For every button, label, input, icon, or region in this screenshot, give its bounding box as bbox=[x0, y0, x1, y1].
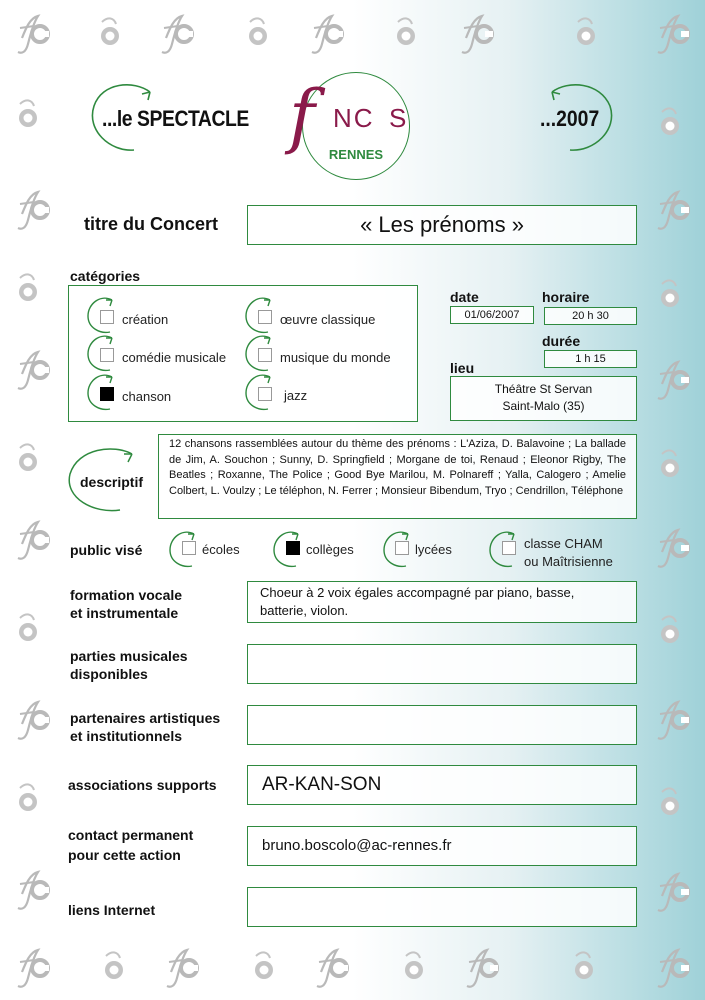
public-label: public visé bbox=[70, 542, 143, 558]
contact-label-line1: contact permanent bbox=[68, 827, 194, 843]
logo-city: RENNES bbox=[328, 147, 384, 162]
public-ecoles-label: écoles bbox=[202, 542, 240, 557]
category-comedie-label: comédie musicale bbox=[122, 350, 227, 365]
formation-label-line2: et instrumentale bbox=[70, 605, 179, 621]
spectacle-label: ...le SPECTACLE bbox=[102, 106, 249, 131]
checkbox-icon[interactable] bbox=[395, 541, 409, 555]
lieu-field[interactable] bbox=[450, 376, 637, 421]
liens-label: liens Internet bbox=[68, 902, 156, 918]
contact-label-line2: pour cette action bbox=[68, 847, 181, 863]
date-label: date bbox=[450, 289, 479, 305]
category-monde-label: musique du monde bbox=[280, 350, 391, 365]
checkbox-icon[interactable] bbox=[502, 541, 516, 555]
liens-field[interactable] bbox=[247, 887, 637, 927]
public-colleges-label: collèges bbox=[306, 542, 354, 557]
public-lycees-label: lycées bbox=[415, 542, 452, 557]
lieu-line1: Théâtre St Servan bbox=[494, 382, 593, 396]
category-oeuvre-label: œuvre classique bbox=[280, 312, 376, 327]
title-field[interactable] bbox=[247, 205, 637, 245]
logo-f: f bbox=[289, 75, 315, 157]
formation-label-line1: formation vocale bbox=[70, 587, 183, 603]
logo-nc: NC bbox=[333, 103, 375, 133]
public-cham-label2: ou Maîtrisienne bbox=[524, 554, 613, 569]
parties-label-line1: parties musicales bbox=[70, 648, 188, 664]
title-label: titre du Concert bbox=[84, 214, 219, 234]
duree-value: 1 h 15 bbox=[575, 353, 606, 365]
checkbox-icon[interactable] bbox=[258, 387, 272, 401]
descriptif-field[interactable] bbox=[158, 434, 637, 519]
checkbox-checked-icon[interactable] bbox=[100, 387, 114, 401]
partenaires-field[interactable] bbox=[247, 705, 637, 745]
associations-label: associations supports bbox=[68, 777, 217, 793]
public-cham-label1: classe CHAM bbox=[524, 536, 603, 551]
contact-field[interactable] bbox=[247, 826, 637, 866]
duree-field[interactable] bbox=[544, 350, 637, 368]
checkbox-checked-icon[interactable] bbox=[286, 541, 300, 555]
lieu-label: lieu bbox=[450, 360, 475, 376]
categories-label: catégories bbox=[70, 268, 141, 284]
duree-label: durée bbox=[542, 333, 581, 349]
fncs-logo bbox=[289, 72, 410, 180]
category-creation-label: création bbox=[122, 312, 169, 327]
category-jazz-label: jazz bbox=[284, 388, 308, 403]
date-field[interactable] bbox=[450, 306, 534, 324]
checkbox-icon[interactable] bbox=[258, 310, 272, 324]
parties-field[interactable] bbox=[247, 644, 637, 684]
year-label: ...2007 bbox=[540, 106, 600, 131]
descriptif-label: descriptif bbox=[80, 474, 144, 490]
partenaires-label-line2: et institutionnels bbox=[70, 728, 182, 744]
associations-field[interactable] bbox=[247, 765, 637, 805]
horaire-field[interactable] bbox=[544, 307, 637, 325]
parties-label-line2: disponibles bbox=[70, 666, 148, 682]
logo-s: S bbox=[389, 103, 407, 133]
checkbox-icon[interactable] bbox=[100, 348, 114, 362]
title-value: « Les prénoms » bbox=[360, 212, 524, 237]
checkbox-icon[interactable] bbox=[100, 310, 114, 324]
checkbox-icon[interactable] bbox=[258, 348, 272, 362]
contact-value: bruno.boscolo@ac-rennes.fr bbox=[262, 837, 452, 854]
formation-field[interactable] bbox=[247, 581, 637, 623]
horaire-label: horaire bbox=[542, 289, 590, 305]
checkbox-icon[interactable] bbox=[182, 541, 196, 555]
date-value: 01/06/2007 bbox=[464, 309, 520, 321]
associations-value: AR-KAN-SON bbox=[262, 774, 382, 795]
lieu-line2: Saint-Malo (35) bbox=[502, 399, 585, 413]
formation-value: Choeur à 2 voix égales accompagné par piano, basse, batterie, violon. bbox=[260, 585, 575, 618]
descriptif-text: 12 chansons rassemblées autour du thème des prénoms : L'Aziza, D. Balavoine ; La ballade de Jim, A. Souchon ; Sunny, D. Springfield ; Morgane de toi, Renaud ; Eleonor Rigby, The Beatles ; Roxanne, The Police ; Good Bye Marilou, M. Polnareff ; Yalla, Calogero ; Amelie Colbert, L. Voulzy ; Le téléphon, N. Ferrer ; Monsieur Bibendum, Tryo ; Cendrillon, Téléphone bbox=[169, 438, 626, 497]
partenaires-label-line1: partenaires artistiques bbox=[70, 710, 221, 726]
category-chanson-label: chanson bbox=[122, 389, 172, 404]
horaire-value: 20 h 30 bbox=[572, 310, 609, 322]
